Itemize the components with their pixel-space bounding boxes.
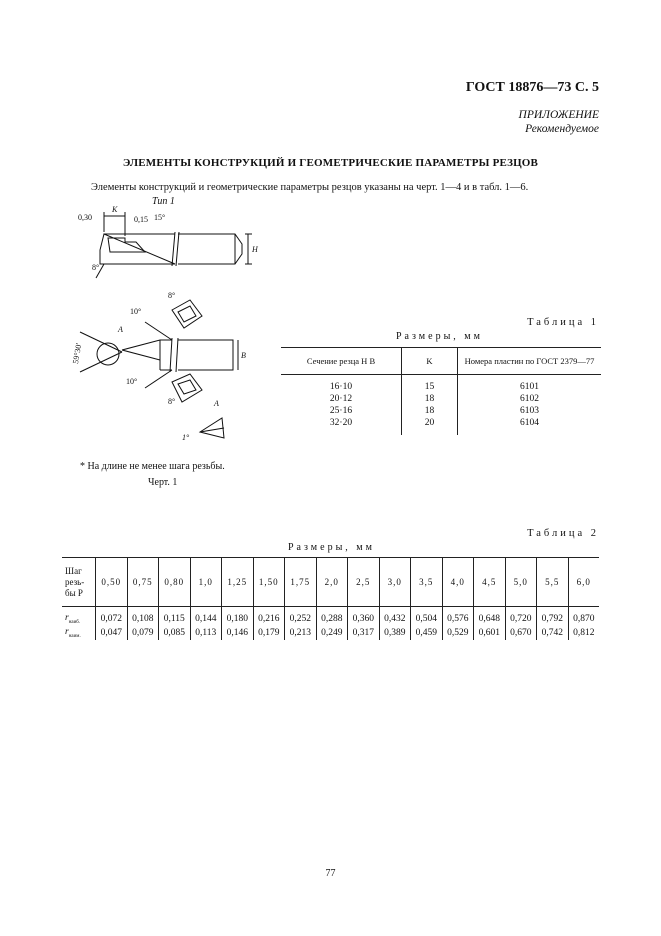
intro-paragraph: Элементы конструкций и геометрические параметры резцов указаны на черт. 1—4 и в табл. 1—6. xyxy=(91,182,529,193)
table2-header-step-13: 5,0 xyxy=(505,558,537,607)
label-k: K xyxy=(112,205,118,214)
table2-cell: 0,115 xyxy=(159,612,191,626)
table2-cell: 0,742 xyxy=(537,626,569,640)
table2-cell: 0,812 xyxy=(568,626,599,640)
label-angle-10-lower: 10° xyxy=(126,377,138,386)
table-row: 25·16 18 6103 xyxy=(281,405,601,417)
table2-cell: 0,648 xyxy=(474,612,506,626)
table1-header-plates: Номера пластин по ГОСТ 2379—77 xyxy=(458,348,602,375)
label-b: B xyxy=(241,351,246,360)
label-a-top: A xyxy=(118,325,123,334)
table2-cell: 0,504 xyxy=(411,612,443,626)
label-angle-15: 15° xyxy=(154,213,166,222)
table2-cell: 0,085 xyxy=(159,626,191,640)
table2-cell: 0,252 xyxy=(285,612,317,626)
table2-cell: 0,432 xyxy=(379,612,411,626)
table2-cell: 0,670 xyxy=(505,626,537,640)
table2-cell: 0,213 xyxy=(285,626,317,640)
table2-cell: 0,047 xyxy=(96,626,128,640)
table2-cell: 0,360 xyxy=(348,612,380,626)
table2 xyxy=(62,557,599,640)
table2-header-step-4: 1,25 xyxy=(222,558,254,607)
table2-cell: 0,601 xyxy=(474,626,506,640)
table1 xyxy=(281,347,601,435)
table1-header-k: K xyxy=(402,348,458,375)
table2-cell: 0,144 xyxy=(190,612,222,626)
table2-header-step-11: 4,0 xyxy=(442,558,474,607)
appendix-note: Рекомендуемое xyxy=(525,123,599,135)
table2-header-step-10: 3,5 xyxy=(411,558,443,607)
table2-header-step-2: 0,80 xyxy=(159,558,191,607)
table2-units: Размеры, мм xyxy=(288,542,375,553)
table2-label: Таблица 2 xyxy=(527,528,599,539)
table2-header-step-1: 0,75 xyxy=(127,558,159,607)
table2-header-step-0: 0,50 xyxy=(96,558,128,607)
label-dim-015: 0,15 xyxy=(134,215,148,224)
label-h: H xyxy=(252,245,258,254)
insert-top xyxy=(108,238,145,252)
label-angle-8-lower: 8° xyxy=(168,397,176,406)
table2-cell: 0,459 xyxy=(411,626,443,640)
label-angle-8-upper: 8° xyxy=(168,291,176,300)
section-upper xyxy=(172,300,202,328)
table2-cell: 0,288 xyxy=(316,612,348,626)
table-row: 16·10 15 6101 xyxy=(281,381,601,393)
table2-cell: 0,317 xyxy=(348,626,380,640)
cutter-drawing xyxy=(60,192,270,482)
table2-cell: 0,108 xyxy=(127,612,159,626)
table2-cell: 0,389 xyxy=(379,626,411,640)
table2-cell: 0,529 xyxy=(442,626,474,640)
table2-cell: 0,113 xyxy=(190,626,222,640)
detail-a-view xyxy=(200,418,224,438)
table1-header-section: Сечение резца H B xyxy=(281,348,402,375)
table2-cell: 0,576 xyxy=(442,612,474,626)
table2-cell: 0,072 xyxy=(96,612,128,626)
label-dim-030: 0,30 xyxy=(78,213,92,222)
table2-header-step-14: 5,5 xyxy=(537,558,569,607)
table2-header-step-12: 4,5 xyxy=(474,558,506,607)
page-number: 77 xyxy=(325,868,336,879)
table2-cell: 0,792 xyxy=(537,612,569,626)
table2-cell: 0,146 xyxy=(222,626,254,640)
label-angle-8-a: 8° xyxy=(92,263,100,272)
table-row: 20·12 18 6102 xyxy=(281,393,601,405)
drawing-footnote: * На длине не менее шага резьбы. xyxy=(80,461,225,472)
table2-header-step-5: 1,50 xyxy=(253,558,285,607)
table2-cell: 0,216 xyxy=(253,612,285,626)
appendix-title: ПРИЛОЖЕНИЕ xyxy=(518,109,599,121)
page-header-title: ГОСТ 18876—73 С. 5 xyxy=(465,80,599,95)
table-row: 32·20 20 6104 xyxy=(281,417,601,429)
label-angle-10-upper: 10° xyxy=(130,307,142,316)
appendix-label xyxy=(519,108,599,136)
table2-header-step-7: 2,0 xyxy=(316,558,348,607)
table-row: $r_{наиб.}$ 0,072 0,108 0,115 0,144 0,180 0,216 0,252 0,288 0,360 0,432 0,504 0,576 0,648 0,720 0,792 0,870 xyxy=(62,612,599,626)
section-lower xyxy=(172,374,202,402)
table1-label: Таблица 1 xyxy=(527,317,599,328)
table2-cell: 0,180 xyxy=(222,612,254,626)
table-row: $r_{наим.}$ 0,047 0,079 0,085 0,113 0,146 0,179 0,213 0,249 0,317 0,389 0,459 0,529 0,601 0,670 0,742 0,812 xyxy=(62,626,599,640)
type-label: Тип 1 xyxy=(152,196,175,207)
table1-units: Размеры, мм xyxy=(396,331,483,342)
table2-cell: 0,870 xyxy=(568,612,599,626)
section-title: ЭЛЕМЕНТЫ КОНСТРУКЦИЙ И ГЕОМЕТРИЧЕСКИЕ ПАРАМЕТРЫ РЕЗЦОВ xyxy=(122,157,539,169)
table2-header-step-15: 6,0 xyxy=(568,558,599,607)
table2-header-step-3: 1,0 xyxy=(190,558,222,607)
label-a-detail: A xyxy=(214,399,219,408)
table2-header-step-9: 3,0 xyxy=(379,558,411,607)
table2-header-step: Шаг резь- бы P xyxy=(62,558,96,607)
detail-circle xyxy=(97,343,119,365)
table2-cell: 0,249 xyxy=(316,626,348,640)
table2-cell: 0,079 xyxy=(127,626,159,640)
table2-cell: 0,720 xyxy=(505,612,537,626)
table2-header-step-6: 1,75 xyxy=(285,558,317,607)
drawing-caption: Черт. 1 xyxy=(148,477,178,488)
label-angle-59: 59°30' xyxy=(70,342,84,365)
table2-header-step-8: 2,5 xyxy=(348,558,380,607)
label-angle-r: 1° xyxy=(182,433,190,442)
table2-cell: 0,179 xyxy=(253,626,285,640)
